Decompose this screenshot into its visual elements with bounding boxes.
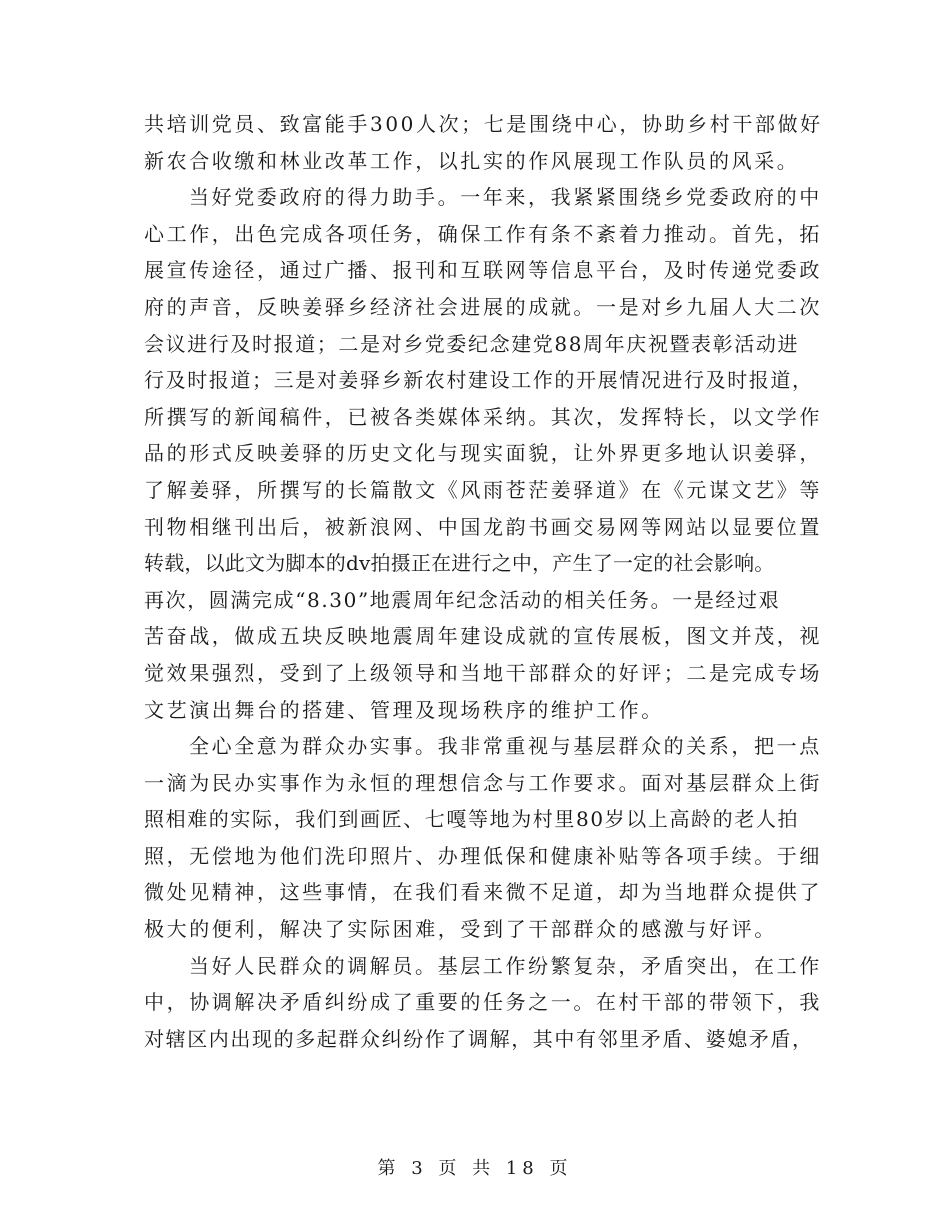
text-line: 照，无偿地为他们洗印照片、办理低保和健康补贴等各项手续。于细	[144, 843, 822, 868]
text-line: 行及时报道；三是对姜驿乡新农村建设工作的开展情况进行及时报道，	[144, 368, 814, 393]
paragraph-start-line: 全心全意为群众办实事。我非常重视与基层群众的关系，把一点	[189, 734, 822, 759]
body-text	[144, 106, 823, 1057]
text-line: 展宣传途径，通过广播、报刊和互联网等信息平台，及时传递党委政	[144, 258, 822, 283]
text-line: 转载，以此文为脚本的dv拍摄正在进行之中，产生了一定的社会影响。	[144, 551, 775, 576]
text-line: 苦奋战，做成五块反映地震周年建设成就的宣传展板，图文并茂，视	[144, 624, 822, 649]
paragraph-start-line: 当好党委政府的得力助手。一年来，我紧紧围绕乡党委政府的中	[189, 185, 822, 210]
text-line: 对辖区内出现的多起群众纠纷作了调解，其中有邻里矛盾、婆媳矛盾，	[144, 1026, 814, 1051]
paragraph-start-line: 当好人民群众的调解员。基层工作纷繁复杂，矛盾突出，在工作	[189, 953, 822, 978]
text-line: 了解姜驿，所撰写的长篇散文《风雨苍茫姜驿道》在《元谋文艺》等	[144, 477, 822, 502]
page-number-footer: 第 3 页 共 18 页	[377, 1158, 573, 1179]
text-line: 所撰写的新闻稿件，已被各类媒体采纳。其次，发挥特长，以文学作	[144, 404, 822, 429]
text-line: 府的声音，反映姜驿乡经济社会进展的成就。一是对乡九届人大二次	[144, 294, 822, 319]
text-line: 一滴为民办实事作为永恒的理想信念与工作要求。面对基层群众上街	[144, 770, 822, 795]
text-line: 觉效果强烈，受到了上级领导和当地干部群众的好评；二是完成专场	[144, 660, 822, 685]
text-line: 心工作，出色完成各项任务，确保工作有条不紊着力推动。首先，拓	[144, 221, 822, 246]
text-line: 会议进行及时报道；二是对乡党委纪念建党88周年庆祝暨表彰活动进	[144, 331, 800, 356]
text-line: 中，协调解决矛盾纠纷成了重要的任务之一。在村干部的带领下，我	[144, 990, 822, 1015]
text-line: 极大的便利，解决了实际困难，受到了干部群众的感激与好评。	[144, 917, 777, 942]
text-line: 共培训党员、致富能手300人次；七是围绕中心，协助乡村干部做好	[144, 112, 823, 136]
text-line: 微处见精神，这些事情，在我们看来微不足道，却为当地群众提供了	[144, 880, 822, 905]
text-line: 品的形式反映姜驿的历史文化与现实面貌，让外界更多地认识姜驿，	[144, 441, 822, 466]
text-line: 新农合收缴和林业改革工作，以扎实的作风展现工作队员的风采。	[144, 148, 800, 173]
text-line: 文艺演出舞台的搭建、管理及现场秩序的维护工作。	[144, 697, 664, 722]
text-line: 刊物相继刊出后，被新浪网、中国龙韵书画交易网等网站以显要位置	[144, 514, 822, 539]
text-line: 再次，圆满完成“8.30”地震周年纪念活动的相关任务。一是经过艰	[144, 587, 781, 612]
text-line: 照相难的实际，我们到画匠、七嘎等地为村里80岁以上高龄的老人拍	[144, 807, 800, 832]
